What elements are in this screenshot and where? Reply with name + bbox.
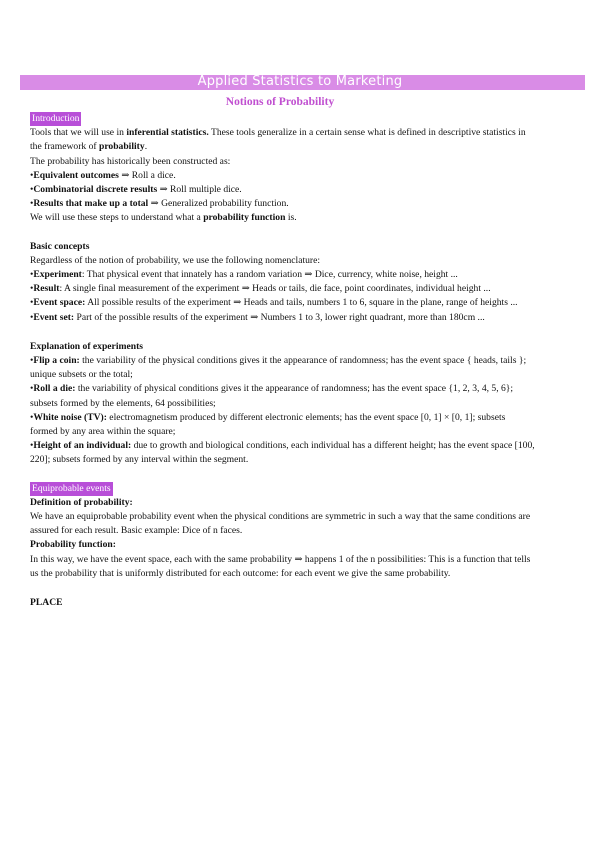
section-heading-experiments: Explanation of experiments: [30, 340, 143, 352]
intro-conclusion: We will use these steps to understand what a probability function is.: [30, 212, 297, 224]
list-item: •Equivalent outcomes ⇒ Roll a dice.: [30, 169, 176, 181]
intro-paragraph: Tools that we will use in inferential statistics. These tools generalize in a certain sense what is defined in descriptive statistics in the framework of probability.: [30, 127, 526, 153]
list-item: •Result: A single final measurement of the experiment ⇒ Heads or tails, die face, point coordinates, individual height ...: [30, 283, 491, 295]
section-heading-basic-concepts: Basic concepts: [30, 240, 90, 252]
list-item: •Height of an individual: due to growth and biological conditions, each individual has a different height; has the event space [100, 220]; subsets formed by any interval within the segment.: [30, 440, 535, 466]
document-body: [30, 112, 535, 610]
list-item: •Event space: All possible results of the experiment ⇒ Heads and tails, numbers 1 to 6, square in the plane, range of heights ...: [30, 297, 518, 309]
probability-function-text: In this way, we have the event space, each with the same probability ⇒ happens 1 of the n possibilities: This is a function that tells us the probability that is uniformly distributed for each outcome: for each event we give the same probability.: [30, 553, 531, 579]
probability-function-heading: Probability function:: [30, 539, 116, 551]
list-item: •Event set: Part of the possible results of the experiment ⇒ Numbers 1 to 3, lower right quadrant, more than 180cm ...: [30, 311, 485, 323]
list-item: •White noise (TV): electromagnetism produced by different electronic elements; has the event space [0, 1] × [0, 1]; subsets formed by any area within the square;: [30, 411, 506, 438]
list-item: •Roll a die: the variability of physical conditions gives it the appearance of randomness; has the event space {1, 2, 3, 4, 5, 6}; subsets formed by the elements, 64 possibilities;: [30, 383, 514, 409]
list-item: •Combinatorial discrete results ⇒ Roll multiple dice.: [30, 184, 242, 196]
list-item: •Flip a coin: the variability of the physical conditions gives it the appearance of randomness; has the event space { heads, tails }; unique subsets or the total;: [30, 355, 527, 381]
section-heading-equiprobable: Equiprobable events: [30, 482, 113, 496]
list-item: •Experiment: That physical event that innately has a random variation ⇒ Dice, currency, white noise, height ...: [30, 269, 458, 281]
place-heading: PLACE: [30, 597, 63, 609]
document-subtitle: Notions of Probability: [225, 96, 335, 108]
basic-intro: Regardless of the notion of probability, we use the following nomenclature:: [30, 254, 321, 266]
definition-heading: Definition of probability:: [30, 496, 133, 508]
document-title: Applied Statistics to Marketing: [197, 74, 403, 89]
list-item: •Results that make up a total ⇒ Generalized probability function.: [30, 198, 289, 210]
section-heading-introduction: Introduction: [30, 112, 81, 126]
definition-text: We have an equiprobable probability event when the physical conditions are symmetric in such a way that the same conditions are assured for each result. Basic example: Dice of n faces.: [30, 511, 531, 537]
intro-history-line: The probability has historically been constructed as:: [30, 155, 231, 167]
